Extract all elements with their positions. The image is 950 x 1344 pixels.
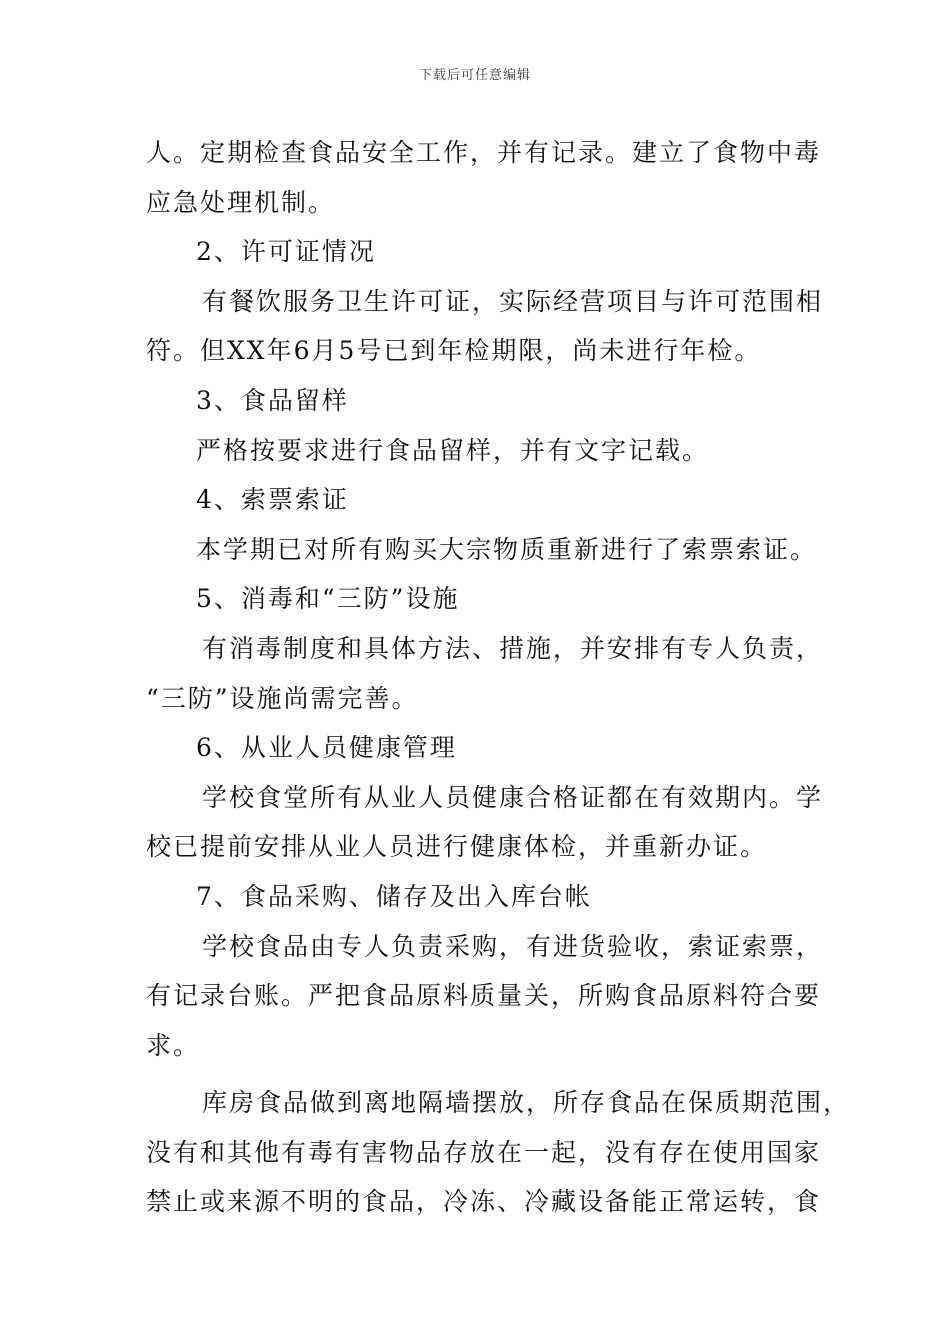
text-line: 7、食品采购、储存及出入库台帐 <box>196 881 592 911</box>
text-line: 库房食品做到离地隔墙摆放，所存食品在保质期范围， <box>202 1088 851 1118</box>
text-line: 有记录台账。严把食品原料质量关，所购食品原料符合要 <box>146 981 822 1011</box>
text-line: 4、索票索证 <box>196 485 349 515</box>
text-line: 3、食品留样 <box>196 385 349 415</box>
text-line: 有餐饮服务卫生许可证，实际经营项目与许可范围相 <box>202 286 824 316</box>
document-body <box>146 128 851 1227</box>
text-line: 有消毒制度和具体方法、措施，并安排有专人负责， <box>202 633 824 663</box>
text-line: 应急处理机制。 <box>146 187 336 217</box>
text-line: 本学期已对所有购买大宗物质重新进行了索票索证。 <box>196 534 818 564</box>
text-line: 符。但XX年6月5号已到年检期限，尚未进行年检。 <box>146 336 762 366</box>
text-line: 2、许可证情况 <box>196 237 376 267</box>
text-line: 学校食品由专人负责采购，有进货验收，索证索票， <box>202 931 824 961</box>
text-line: 严格按要求进行食品留样，并有文字记载。 <box>196 435 710 465</box>
text-line: 没有和其他有毒有害物品存放在一起，没有存在使用国家 <box>146 1137 822 1167</box>
text-line: 求。 <box>146 1030 201 1060</box>
text-line: 禁止或来源不明的食品，冷冻、冷藏设备能正常运转，食 <box>146 1187 822 1217</box>
text-line: 5、消毒和“三防”设施 <box>196 584 460 614</box>
text-line: 人。定期检查食品安全工作，并有记录。建立了食物中毒 <box>146 138 822 167</box>
page-header: 下载后可任意编辑 <box>418 68 531 83</box>
text-line: “三防”设施尚需完善。 <box>146 683 419 713</box>
text-line: 6、从业人员健康管理 <box>196 733 457 763</box>
text-line: 校已提前安排从业人员进行健康体检，并重新办证。 <box>146 832 768 862</box>
text-line: 学校食堂所有从业人员健康合格证都在有效期内。学 <box>202 782 824 812</box>
